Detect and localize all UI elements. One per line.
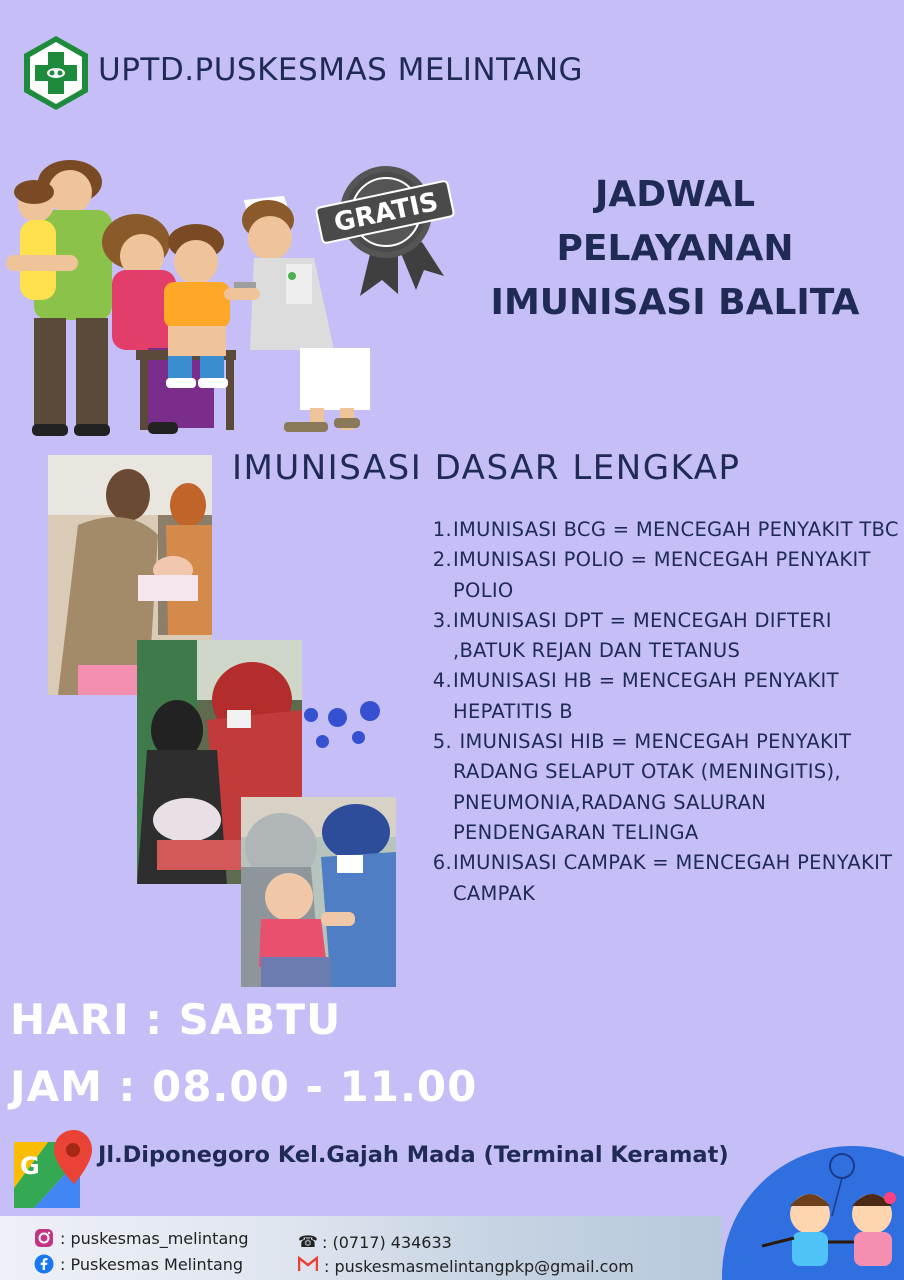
instagram-icon	[34, 1228, 54, 1248]
decor-dot	[360, 701, 380, 721]
title-line-2: PELAYANAN	[556, 228, 794, 269]
list-item: 1. IMUNISASI BCG = MENCEGAH PENYAKIT TBC	[432, 518, 899, 541]
list-item: 3. IMUNISASI DPT = MENCEGAH DIFTERI ,BATUK REJAN DAN TETANUS	[432, 608, 832, 663]
immunization-photo-3	[241, 797, 396, 987]
facebook-icon	[34, 1254, 54, 1274]
decor-dot	[328, 708, 347, 727]
list-item: 6. IMUNISASI CAMPAK = MENCEGAH PENYAKIT CAMPAK	[432, 851, 893, 905]
title-line-3: IMUNISASI BALITA	[490, 282, 860, 323]
decor-dot	[316, 735, 329, 748]
instagram-contact[interactable]	[34, 1228, 249, 1248]
immunization-list	[428, 515, 904, 909]
puskesmas-logo	[22, 34, 90, 112]
instagram-handle: : puskesmas_melintang	[60, 1228, 249, 1248]
email-icon	[298, 1256, 318, 1276]
section-heading: IMUNISASI DASAR LENGKAP	[232, 448, 741, 488]
phone-contact[interactable]	[298, 1232, 452, 1252]
svg-text:G: G	[20, 1152, 40, 1180]
facebook-name: : Puskesmas Melintang	[60, 1254, 244, 1274]
facebook-contact[interactable]	[34, 1254, 243, 1274]
schedule-day: HARI : SABTU	[10, 995, 342, 1044]
decor-dot	[304, 708, 318, 722]
phone-number: : (0717) 434633	[322, 1232, 452, 1252]
address-text: Jl.Diponegoro Kel.Gajah Mada (Terminal Keramat)	[98, 1142, 729, 1168]
title-line-1: JADWAL	[594, 174, 756, 215]
free-badge	[312, 160, 460, 298]
map-pin-icon	[12, 1128, 94, 1210]
email-address: : puskesmasmelintangpkp@gmail.com	[324, 1256, 634, 1276]
decor-dot	[352, 731, 365, 744]
schedule-time: JAM : 08.00 - 11.00	[10, 1062, 478, 1111]
kids-illustration	[722, 1146, 904, 1280]
list-item: 5. IMUNISASI HIB = MENCEGAH PENYAKIT RADANG SELAPUT OTAK (MENINGITIS), PNEUMONIA,RADANG SALURAN PENDENGARAN TELINGA	[432, 730, 852, 844]
gratis-text: GRATIS	[331, 187, 441, 239]
page-title	[470, 168, 880, 330]
phone-icon: ☎	[298, 1232, 318, 1251]
list-item: 2. IMUNISASI POLIO = MENCEGAH PENYAKIT POLIO	[432, 548, 871, 602]
organization-name: UPTD.PUSKESMAS MELINTANG	[98, 52, 584, 88]
list-item: 4. IMUNISASI HB = MENCEGAH PENYAKIT HEPATITIS B	[432, 669, 839, 723]
email-contact[interactable]	[298, 1256, 634, 1276]
